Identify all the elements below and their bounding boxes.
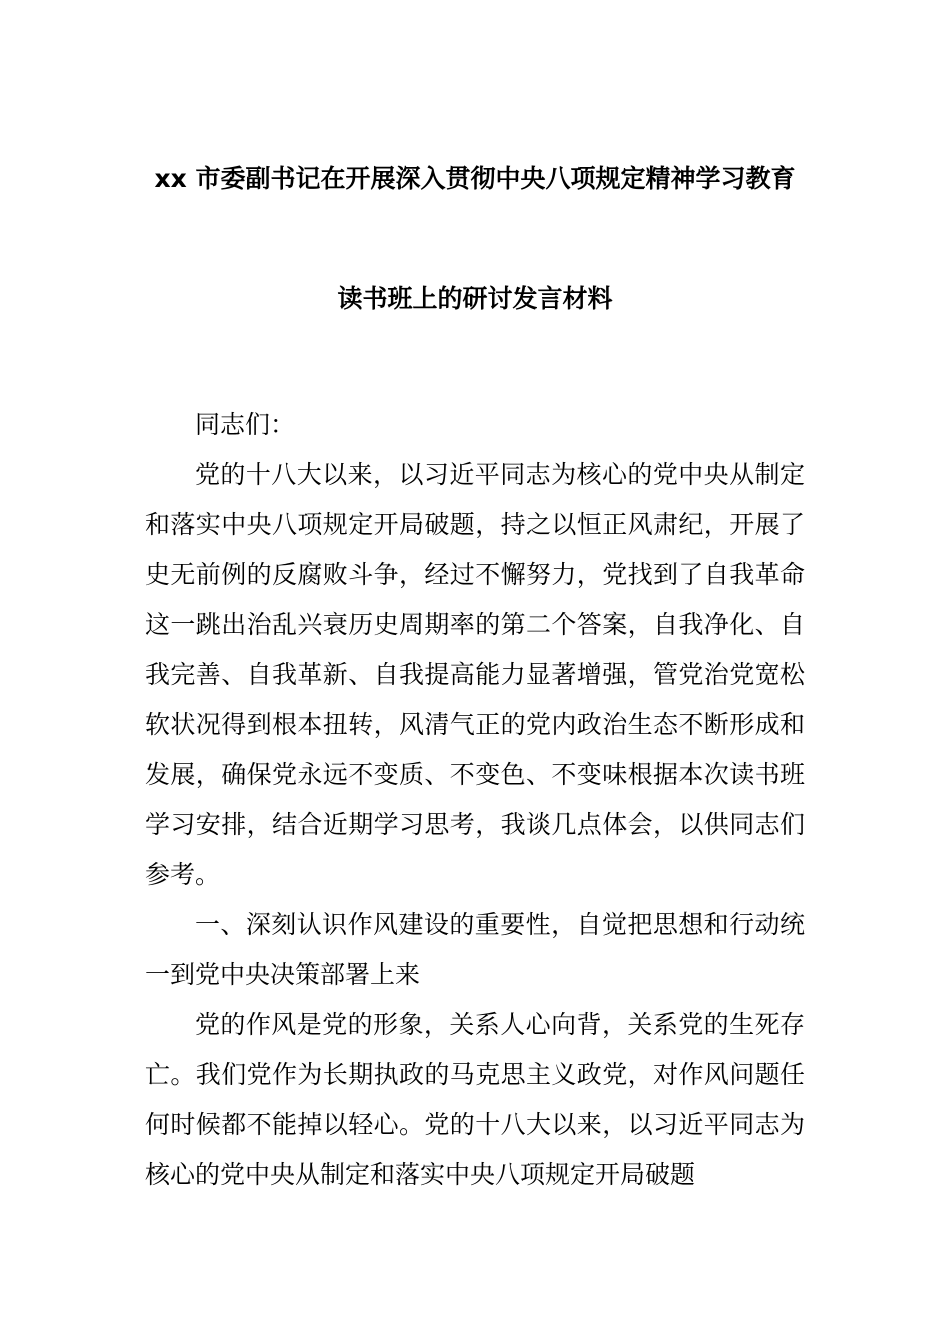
- body-paragraph: 党的十八大以来，以习近平同志为核心的党中央从制定和落实中央八项规定开局破题，持之以恒正风肃纪，开展了史无前例的反腐败斗争，经过不懈努力，党找到了自我革命这一跳出治乱兴衰历史周期率的第二个答案，自我净化、自我完善、自我革新、自我提高能力显著增强，管党治党宽松软状况得到根本扭转，风清气正的党内政治生态不断形成和发展，确保党永远不变质、不变色、不变味根据本次读书班学习安排，结合近期学习思考，我谈几点体会，以供同志们参考。: [145, 460, 805, 889]
- section-heading: 一、深刻认识作风建设的重要性，自觉把思想和行动统一到党中央决策部署上来: [145, 910, 805, 989]
- body-paragraph: 党的作风是党的形象，关系人心向背，关系党的生死存亡。我们党作为长期执政的马克思主义政党，对作风问题任何时候都不能掉以轻心。党的十八大以来，以习近平同志为核心的党中央从制定和落实中央八项规定开局破题: [145, 1010, 805, 1189]
- document-title-line-2: 读书班上的研讨发言材料: [337, 284, 613, 313]
- salutation: 同志们：: [195, 410, 296, 439]
- document-title-line-1: xx 市委副书记在开展深入贯彻中央八项规定精神学习教育: [154, 164, 796, 193]
- document-body: [145, 400, 805, 1200]
